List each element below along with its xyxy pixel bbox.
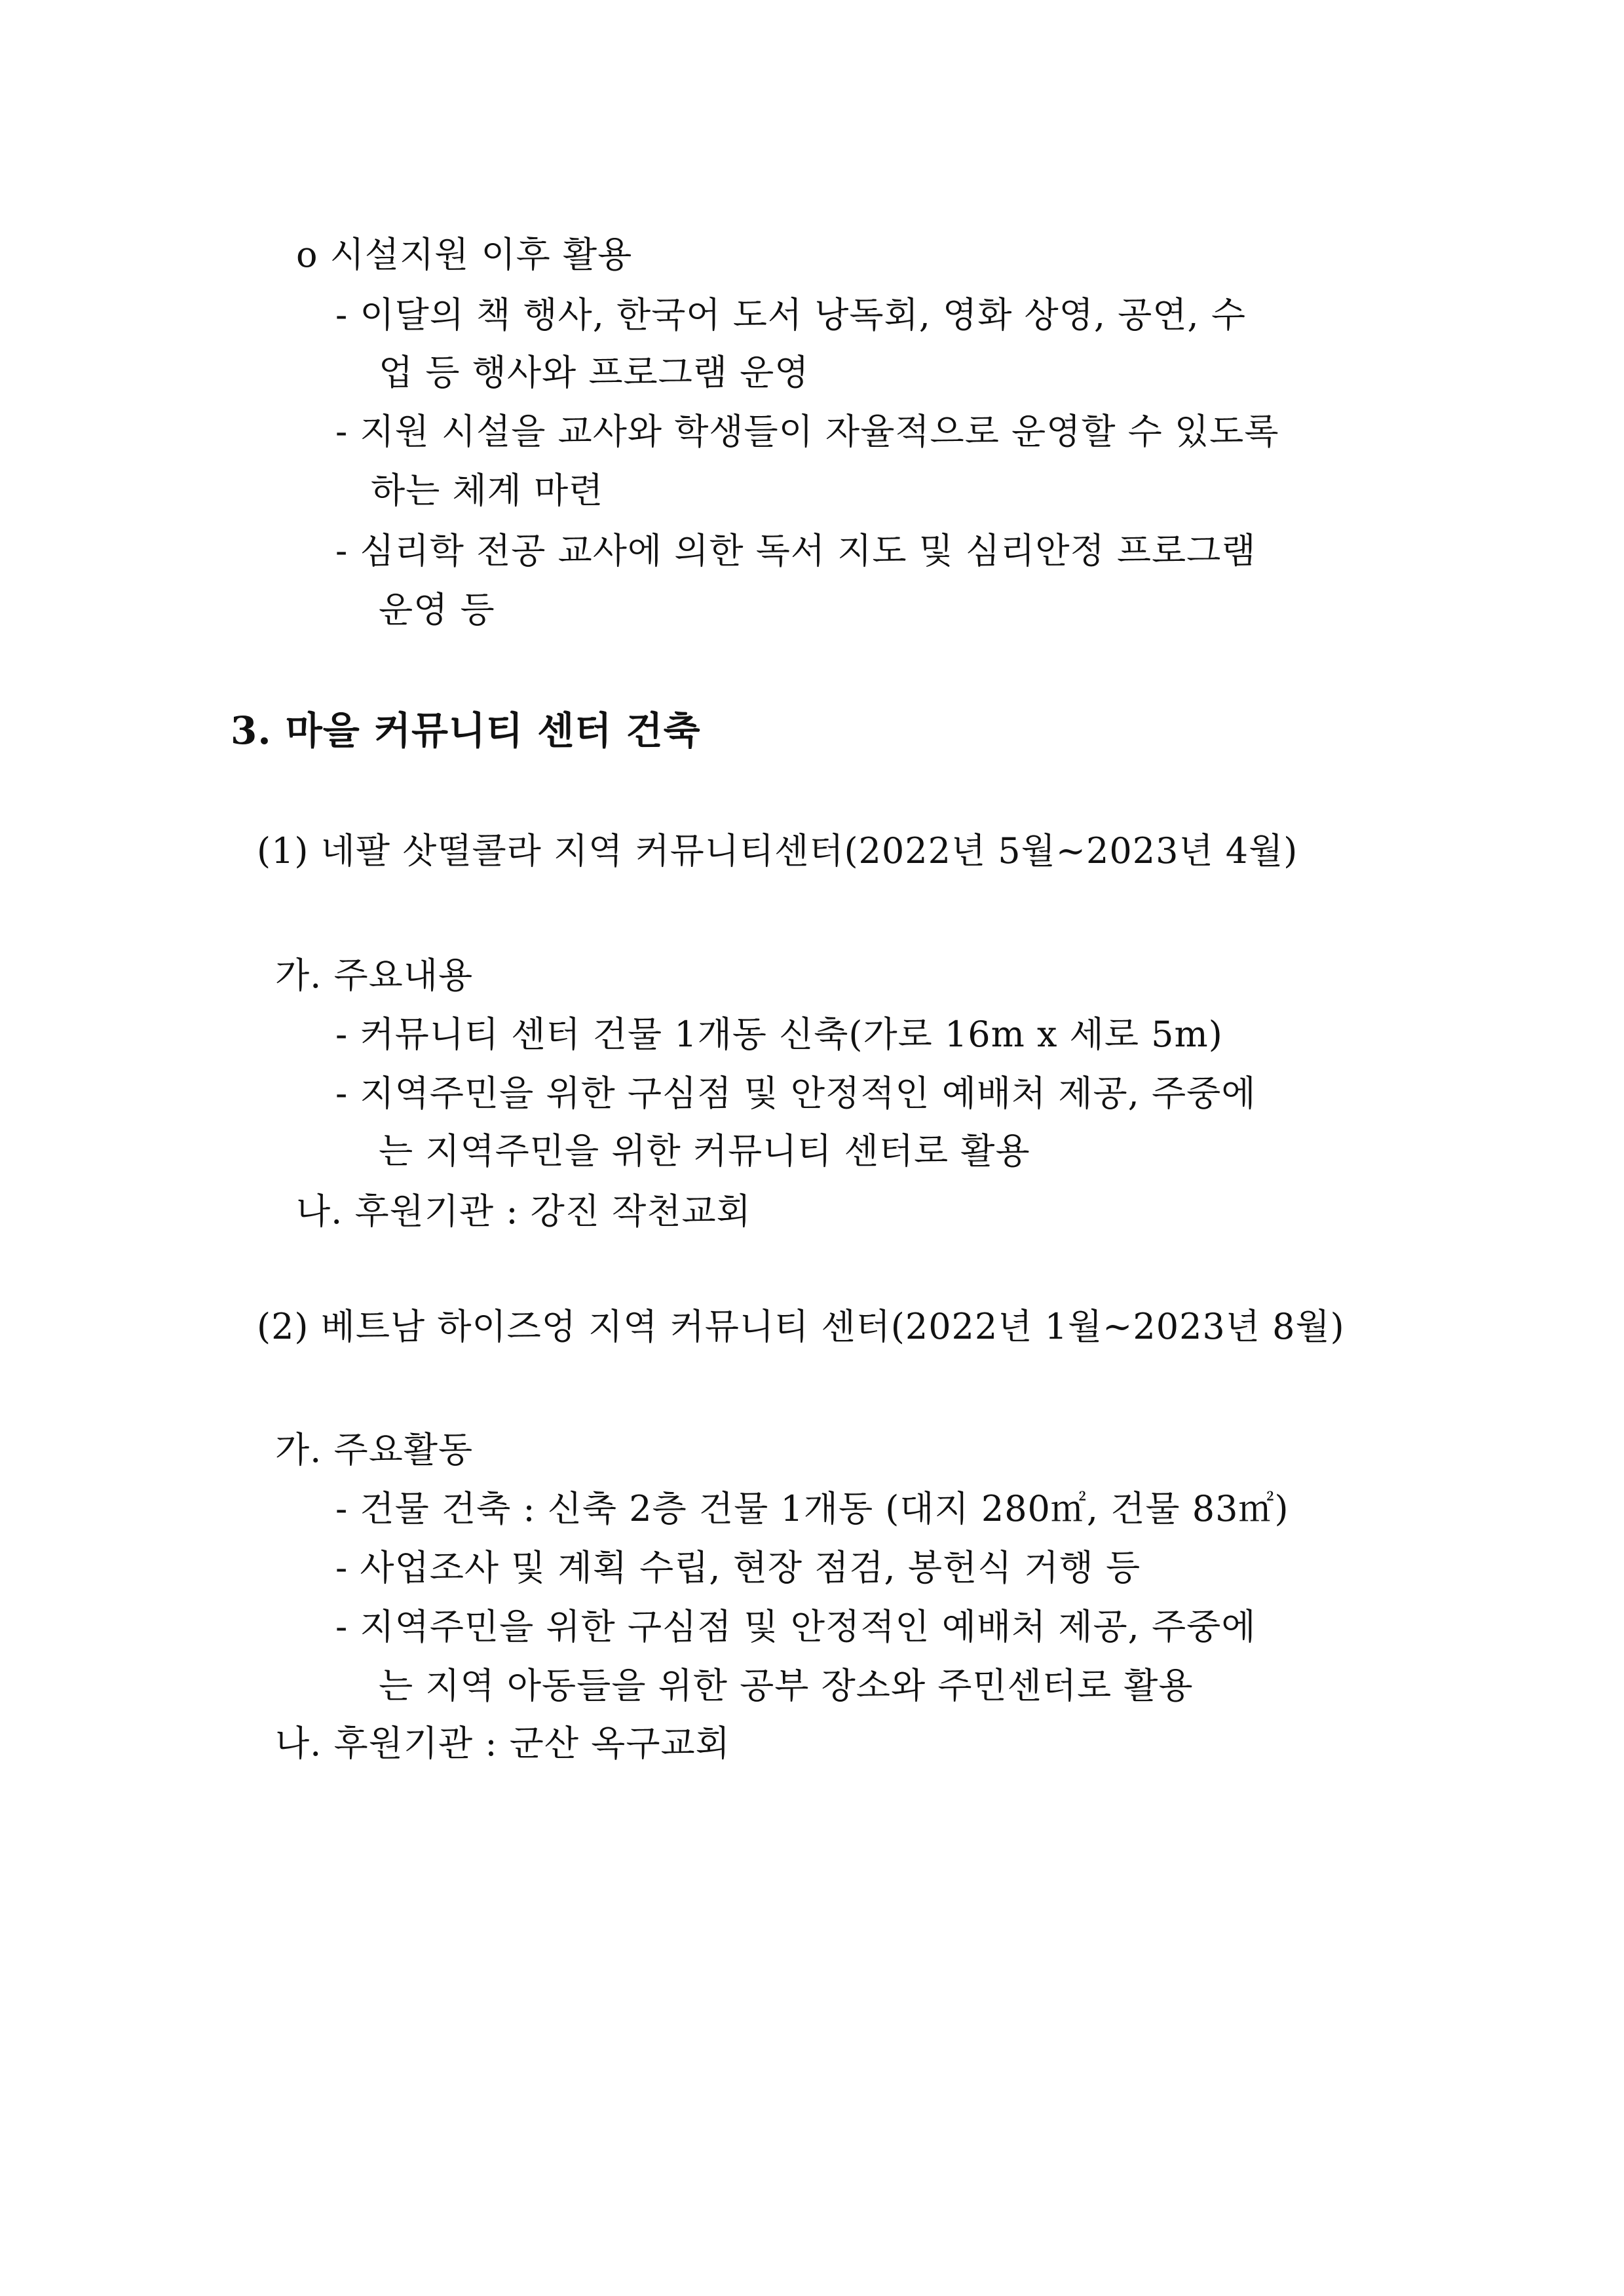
subsection-label: 가. 주요활동	[275, 1429, 474, 1470]
list-item-line: - 지원 시설을 교사와 학생들이 자율적으로 운영할 수 있도록	[335, 411, 1279, 452]
list-item-continuation: 는 지역주민을 위한 커뮤니티 센터로 활용	[379, 1130, 1030, 1172]
section-heading: 3. 마을 커뮤니티 센터 건축	[231, 708, 701, 753]
list-item-line: - 심리학 전공 교사에 의한 독서 지도 및 심리안정 프로그램	[335, 530, 1256, 571]
list-item-line: - 건물 건축 : 신축 2층 건물 1개동 (대지 280㎡, 건물 83㎡)	[335, 1488, 1289, 1529]
sponsor-line: 나. 후원기관 : 강진 작천교회	[296, 1191, 751, 1232]
list-item-line: - 지역주민을 위한 구심점 및 안정적인 예배처 제공, 주중에	[335, 1606, 1256, 1647]
list-item-continuation: 는 지역 아동들을 위한 공부 장소와 주민센터로 활용	[379, 1665, 1194, 1706]
list-item-continuation: 하는 체계 마련	[371, 470, 604, 511]
list-item-continuation: 업 등 행사와 프로그램 운영	[379, 352, 810, 393]
bullet-title: o 시설지원 이후 활용	[296, 234, 633, 275]
project-title: (2) 베트남 하이즈엉 지역 커뮤니티 센터(2022년 1월~2023년 8월)	[257, 1306, 1345, 1347]
list-item-line: - 사업조사 및 계획 수립, 현장 점검, 봉헌식 거행 등	[335, 1547, 1141, 1588]
list-item-line: - 지역주민을 위한 구심점 및 안정적인 예배처 제공, 주중에	[335, 1073, 1256, 1114]
subsection-label: 가. 주요내용	[275, 955, 474, 996]
list-item-line: - 커뮤니티 센터 건물 1개동 신축(가로 16m x 세로 5m)	[335, 1014, 1223, 1055]
list-item-continuation: 운영 등	[379, 589, 495, 630]
list-item-line: - 이달의 책 행사, 한국어 도서 낭독회, 영화 상영, 공연, 수	[335, 294, 1246, 335]
project-title: (1) 네팔 삿떨콜라 지역 커뮤니티센터(2022년 5월~2023년 4월)	[257, 830, 1298, 871]
sponsor-line: 나. 후원기관 : 군산 옥구교회	[275, 1723, 730, 1764]
